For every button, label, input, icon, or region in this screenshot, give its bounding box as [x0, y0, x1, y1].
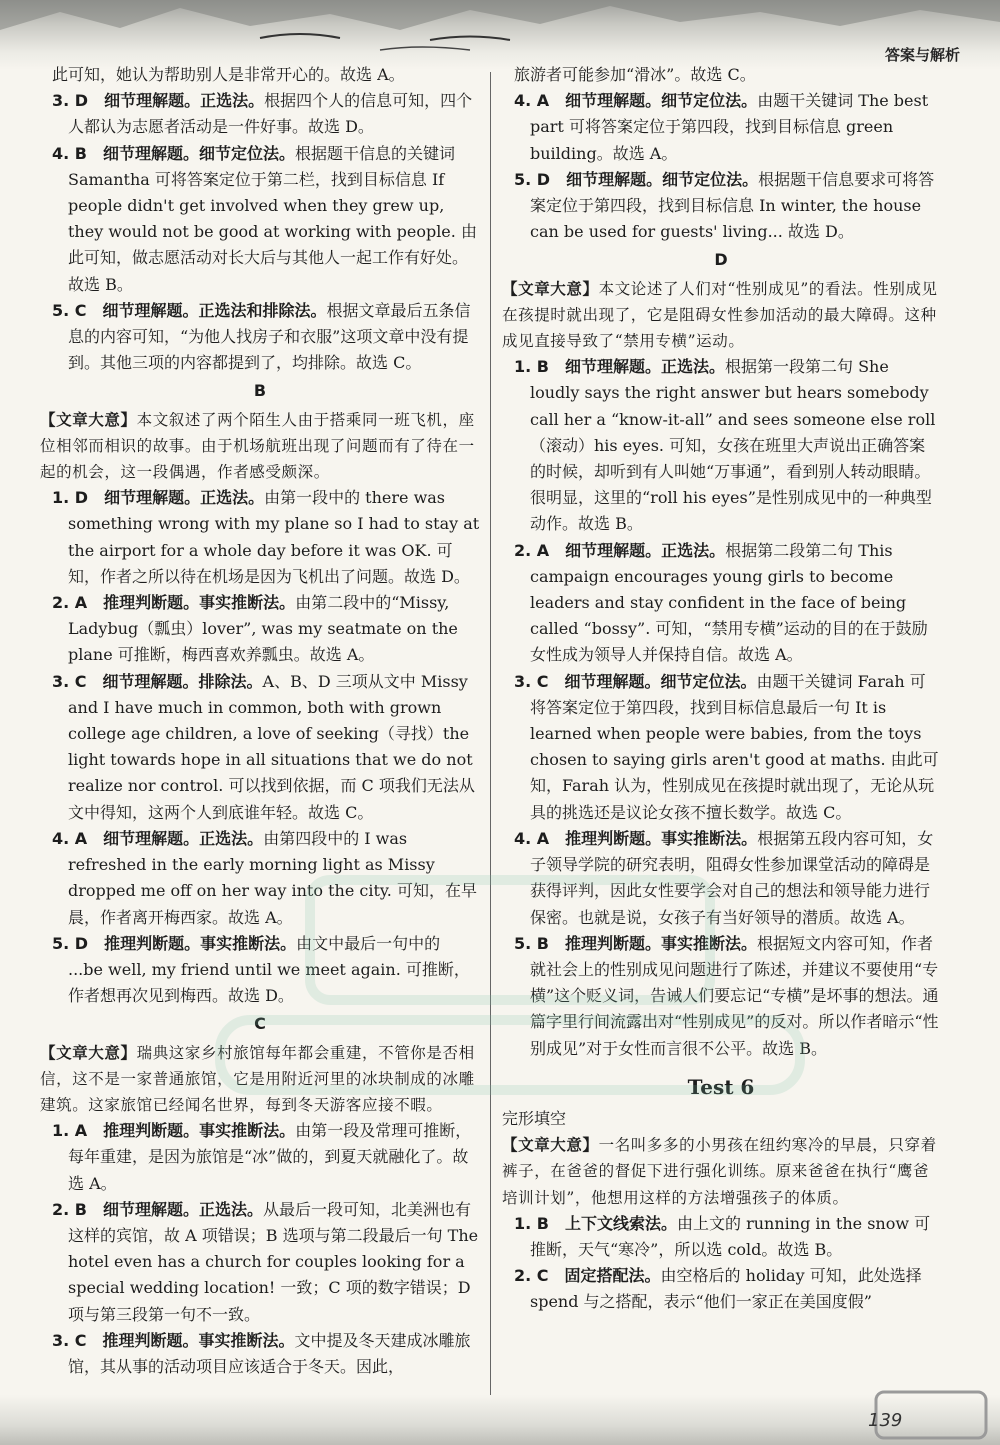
footer-band: [0, 1395, 1000, 1445]
answer-number: 5. B: [514, 933, 549, 953]
summary-tag: 【文章大意】: [40, 1042, 137, 1062]
summary-tag: 【文章大意】: [502, 278, 599, 298]
explanation-text: 由题干关键词 The best part 可将答案定位于第四段，找到目标信息 green building。故选 A。: [530, 91, 929, 163]
explanation-text: 从最后一段可知，北美洲也有这样的宾馆，故 A 项错误；B 选项与第二段最后一句 The hotel even has a church for couples looking for a special wedding location! 一致；C 项的数字错误；D 项与第三段第一句不一致。: [68, 1199, 479, 1324]
question-type: 细节理解题。细节定位法。: [566, 169, 759, 189]
question-type: 细节理解题。细节定位法。: [564, 671, 757, 691]
summary-text: 本文论述了人们对“性别成见”的看法。性别成见在孩提时就出现了，它是阻碍女性参加活动的最大障碍。这种成见直接导致了“禁用专横”运动。: [502, 279, 938, 351]
page-number: 139: [868, 1410, 903, 1431]
section-heading: B: [253, 381, 267, 401]
answer-item: [40, 88, 480, 140]
section-heading: C: [254, 1014, 266, 1034]
answer-item: [502, 826, 940, 931]
explanation-text: 由文中最后一句中的 ...be well, my friend until we meet again. 可推断，作者想再次见到梅西。故选 D。: [68, 933, 470, 1006]
answer-item: [502, 1211, 940, 1263]
question-type: 固定搭配法。: [564, 1266, 661, 1286]
answer-item: [502, 1263, 940, 1315]
answer-number: 4. A: [52, 828, 88, 848]
summary-tag: 【文章大意】: [40, 409, 137, 429]
answer-number: 1. B: [514, 1213, 549, 1233]
answer-number: 3. D: [52, 91, 89, 111]
question-type: 细节理解题。细节定位法。: [102, 143, 295, 163]
answer-number: 5. D: [514, 169, 551, 189]
answer-item: [40, 826, 480, 931]
explanation-text: 文中提及冬天建成冰雕旅馆，其从事的活动项目应该适合于冬天。因此，: [68, 1330, 471, 1376]
answer-item: [40, 931, 480, 1010]
answer-number: 2. A: [514, 540, 550, 560]
question-type: 细节理解题。正选法。: [104, 488, 265, 508]
article-summary: [40, 1040, 480, 1119]
answer-item: [40, 1197, 480, 1328]
left-column: [40, 62, 480, 1380]
article-summary: [502, 276, 940, 355]
header-banner: [0, 0, 1000, 70]
right-column: [502, 62, 940, 1316]
paragraph-continuation: 此可知，她认为帮助别人是非常开心的。故选 A。: [52, 65, 405, 84]
answer-number: 4. A: [514, 91, 550, 111]
answer-number: 1. A: [52, 1121, 88, 1141]
answer-item: [40, 1118, 480, 1197]
explanation-text: 根据题干信息的关键词 Samantha 可将答案定位于第二栏，找到目标信息 If people didn't get involved when they grew up, they would not be good at working with people. 由此可知，做志愿活动对长大后与其他人一起工作有好处。故选 B。: [68, 143, 477, 294]
answer-item: [40, 141, 480, 298]
question-type: 细节理解题。正选法。: [103, 828, 264, 848]
explanation-text: 由第四段中的 I was refreshed in the early morning light as Missy dropped me off on her way into the city. 可知，在早晨，作者离开梅西家。故选 A。: [68, 828, 477, 927]
article-summary: [502, 1132, 940, 1211]
question-type: 细节理解题。正选法。: [104, 91, 265, 111]
answer-item: [40, 485, 480, 590]
question-type: 细节理解题。排除法。: [102, 671, 263, 691]
question-type: 上下文线索法。: [564, 1213, 677, 1233]
answer-number: 3. C: [52, 1330, 87, 1350]
question-type: 推理判断题。事实推断法。: [102, 1330, 295, 1350]
answer-number: 3. C: [52, 671, 87, 691]
answer-item: [40, 1328, 480, 1380]
summary-text: 本文叙述了两个陌生人由于搭乘同一班飞机，座位相邻而相识的故事。由于机场航班出现了问题而有了待在一起的机会，这一段偶遇，作者感受颇深。: [40, 410, 475, 482]
question-type: 细节理解题。正选法。: [564, 357, 725, 377]
answer-number: 5. D: [52, 933, 89, 953]
question-type: 推理判断题。事实推断法。: [564, 933, 757, 953]
answer-item: [40, 590, 480, 669]
answer-number: 1. B: [514, 357, 549, 377]
explanation-text: 由第二段中的“Missy, Ladybug（瓢虫）lover”, was my seatmate on the plane 可推断，梅西喜欢养瓢虫。故选 A。: [68, 593, 458, 665]
answer-number: 2. C: [514, 1266, 549, 1286]
mountain-landscape-icon: [0, 0, 1000, 70]
answer-number: 4. B: [52, 143, 87, 163]
question-type: 细节理解题。正选法。: [565, 540, 726, 560]
answer-number: 3. C: [514, 671, 549, 691]
explanation-text: 根据题干信息要求可将答案定位于第四段，找到目标信息 In winter, the house can be used for guests' living... 故选 D。: [530, 169, 935, 242]
answer-item: [502, 167, 940, 246]
paragraph-continuation: 旅游者可能参加“滑冰”。故选 C。: [514, 65, 756, 84]
explanation-text: 由空格后的 holiday 可知，此处选择 spend 与之搭配，表示“他们一家正在美国度假”: [530, 1266, 922, 1312]
answer-item: [40, 669, 480, 826]
answer-item: [502, 669, 940, 826]
explanation-text: 由题干关键词 Farah 可将答案定位于第四段，找到目标信息最后一句 It is learned when people were babies, from the toys chosen to saying girls aren't good at maths. 由此可知，Farah 认为，性别成见在孩提时就出现了，无论从玩具的挑选还是议论女孩不擅长数学。故选 C。: [530, 671, 939, 822]
summary-text: 瑞典这家乡村旅馆每年都会重建，不管你是否相信，这不是一家普通旅馆，它是用附近河里的冰块制成的冰雕建筑。这家旅馆已经闻名世界，每到冬天游客应接不暇。: [40, 1043, 475, 1114]
answer-number: 2. B: [52, 1199, 87, 1219]
explanation-text: 根据第五段内容可知，女子领导学院的研究表明，阻碍女性参加课堂活动的障碍是获得评判，因此女性要学会对自己的想法和领导能力进行保密。也就是说，女孩子有当好领导的潜质。故选 A。: [530, 828, 934, 927]
column-divider: [490, 72, 491, 1397]
summary-tag: 【文章大意】: [502, 1135, 599, 1155]
answer-number: 2. A: [52, 593, 88, 613]
explanation-text: 根据四个人的信息可知，四个人都认为志愿者活动是一件好事。故选 D。: [68, 91, 473, 137]
answer-item: [502, 354, 940, 537]
subsection-heading: 完形填空: [502, 1108, 567, 1128]
explanation-text: 由上文的 running in the snow 可推断，天气“寒冷”，所以选 cold。故选 B。: [530, 1213, 931, 1259]
answer-item: [502, 931, 940, 1062]
explanation-text: 由第一段中的 there was something wrong with my plane so I had to stay at the airport for a whole day before it was OK. 可知，作者之所以待在机场是因为飞机出了问题。故选 D。: [68, 488, 480, 586]
question-type: 推理判断题。事实推断法。: [103, 1121, 296, 1141]
explanation-text: 根据文章最后五条信息的内容可知，“为他人找房子和衣服”这项文章中没有提到。其他三项的内容都提到了，均排除。故选 C。: [68, 300, 471, 373]
question-type: 推理判断题。事实推断法。: [103, 593, 296, 613]
explanation-text: 根据第一段第二句 She loudly says the right answer but hears somebody call her a “know-it-all” and sees someone else roll（滚动）his eyes. 可知，女孩在班里大声说出正确答案的时候，却听到有人叫她“万事通”，看到别人转动眼睛。很明显，这里的“roll his eyes”是性别成见中的一种典型动作。故选 B。: [530, 357, 936, 534]
answer-number: 5. C: [52, 300, 87, 320]
explanation-text: A、B、D 三项从文中 Missy and I have much in common, both with grown college age children, a love of seeking（寻找）the light towards hope in all situations that we do not realize nor control. 可以找到依据，而 C 项我们无法从文中得知，这两个人到底谁年轻。故选 C。: [68, 671, 475, 822]
explanation-text: 根据短文内容可知，作者就社会上的性别成见问题进行了陈述，并建议不要使用“专横”这个贬义词，告诫人们要忘记“专横”是坏事的想法。通篇字里行间流露出对“性别成见”的反对。所以作者暗示“性别成见”对于女性而言很不公平。故选 B。: [530, 933, 939, 1058]
section-heading: D: [714, 250, 728, 270]
explanation-text: 由第一段及常理可推断，每年重建，是因为旅馆是“冰”做的，到夏天就融化了。故选 A。: [68, 1121, 472, 1193]
section-header-label: 答案与解析: [884, 46, 960, 64]
answer-item: [502, 88, 940, 167]
explanation-text: 根据第二段第二句 This campaign encourages young girls to become leaders and stay confident in the face of being called “bossy”. 可知，“禁用专横”运动的目的在于鼓励女性成为领导人并保持自信。故选 A。: [530, 540, 928, 665]
article-summary: [40, 407, 480, 486]
answer-number: 4. A: [514, 828, 550, 848]
answer-item: [502, 538, 940, 669]
test-title: Test 6: [687, 1074, 755, 1099]
answer-item: [40, 298, 480, 377]
summary-text: 一名叫多多的小男孩在纽约寒冷的早晨，只穿着裤子，在爸爸的督促下进行强化训练。原来爸爸在执行“鹰爸培训计划”，他想用这样的方法增强孩子的体质。: [502, 1136, 937, 1207]
question-type: 推理判断题。事实推断法。: [565, 828, 758, 848]
question-type: 细节理解题。正选法。: [102, 1199, 263, 1219]
question-type: 细节理解题。正选法和排除法。: [102, 300, 327, 320]
question-type: 细节理解题。细节定位法。: [565, 91, 758, 111]
question-type: 推理判断题。事实推断法。: [104, 933, 297, 953]
answer-number: 1. D: [52, 488, 89, 508]
